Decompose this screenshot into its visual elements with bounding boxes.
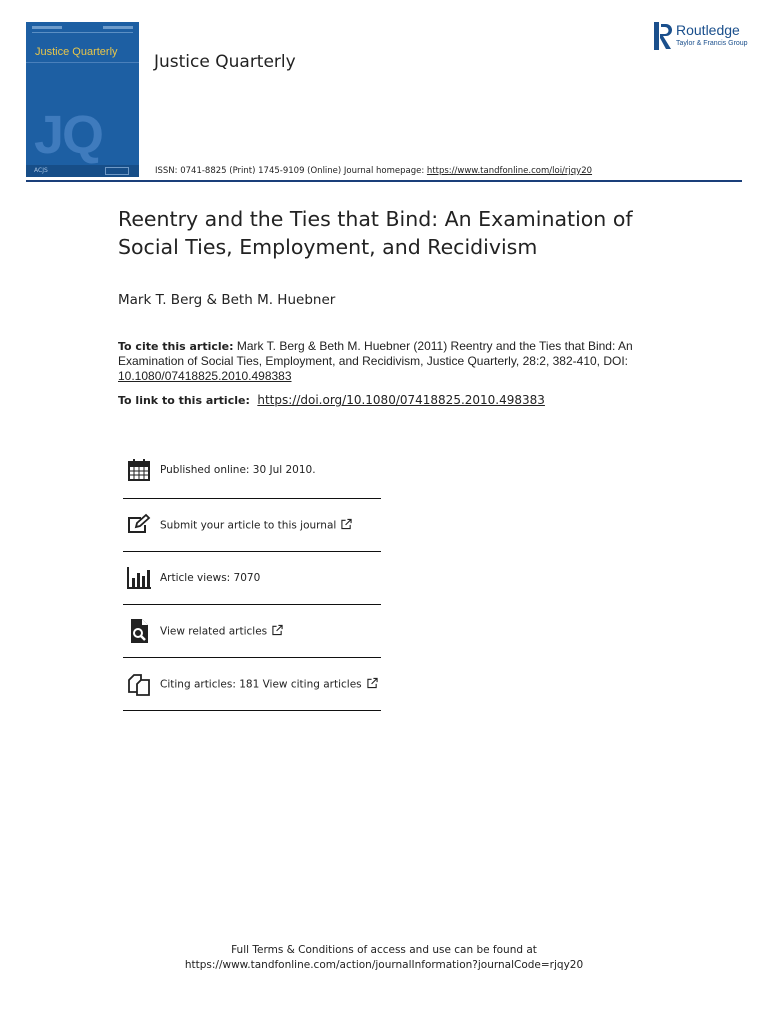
cover-title: Justice Quarterly [35, 46, 118, 58]
info-row-published [123, 441, 381, 499]
info-row-views [123, 552, 381, 605]
terms-footer [0, 943, 768, 973]
submit-article-link[interactable] [160, 519, 352, 532]
citing-articles-link[interactable] [160, 678, 378, 691]
search-document-icon [127, 619, 151, 643]
journal-name: Justice Quarterly [154, 52, 296, 72]
info-row-related[interactable] [123, 605, 381, 658]
citation-label: To cite this article: [118, 340, 234, 353]
article-title-line-2: Social Ties, Employment, and Recidivism [118, 235, 538, 259]
external-link-icon [341, 519, 352, 530]
article-info-list [123, 441, 381, 711]
calendar-icon [127, 458, 151, 482]
article-title-line-1: Reentry and the Ties that Bind: An Examination of [118, 207, 633, 231]
journal-cover-image [26, 22, 139, 177]
citation-block [118, 339, 658, 384]
external-link-icon [272, 625, 283, 636]
citation-text: Mark T. Berg & Beth M. Huebner (2011) Reentry and the Ties that Bind: An Examination of Social Ties, Employment, and Recidivism, Justice Quarterly, 28:2, 382-410, DOI: [118, 339, 633, 368]
issn-line [155, 166, 592, 176]
journal-homepage-link[interactable]: https://www.tandfonline.com/loi/rjqy20 [426, 166, 593, 176]
submit-article-label: Submit your article to this journal [160, 519, 337, 532]
issn-text: ISSN: 0741-8825 (Print) 1745-9109 (Online) Journal homepage: [155, 166, 425, 176]
publisher-name: Routledge [676, 22, 740, 38]
article-link-label: To link to this article: [118, 394, 250, 407]
cover-jq-letters: JQ [34, 105, 103, 165]
related-articles-link[interactable] [160, 625, 283, 638]
cover-divider [26, 62, 139, 63]
cover-logo-box [105, 167, 129, 175]
article-link-line [118, 393, 545, 407]
article-title [118, 205, 718, 261]
info-row-citing[interactable] [123, 658, 381, 711]
terms-footer-link[interactable]: https://www.tandfonline.com/action/journalInformation?journalCode=rjqy20 [184, 959, 584, 971]
related-articles-label: View related articles [160, 625, 268, 638]
cover-publisher-mark: ACJS [34, 167, 48, 174]
header-divider [26, 180, 742, 182]
terms-footer-line-1: Full Terms & Conditions of access and use can be found at [231, 944, 537, 956]
external-link-icon [367, 678, 378, 689]
cover-header-strip [32, 26, 133, 33]
article-views-text: Article views: 7070 [160, 572, 261, 584]
info-row-submit[interactable] [123, 499, 381, 552]
article-authors: Mark T. Berg & Beth M. Huebner [118, 292, 336, 308]
citing-articles-icon [127, 672, 151, 696]
published-date-text: Published online: 30 Jul 2010. [160, 463, 316, 476]
citation-doi-link[interactable]: 10.1080/07418825.2010.498383 [118, 369, 292, 383]
cover-footer [26, 165, 139, 177]
bar-chart-icon [127, 566, 151, 590]
routledge-r-icon [654, 22, 672, 50]
article-doi-link[interactable]: https://doi.org/10.1080/07418825.2010.498383 [257, 393, 545, 407]
citing-articles-label: Citing articles: 181 View citing articles [160, 678, 362, 691]
edit-icon [127, 513, 151, 537]
publisher-subtitle: Taylor & Francis Group [676, 40, 748, 47]
